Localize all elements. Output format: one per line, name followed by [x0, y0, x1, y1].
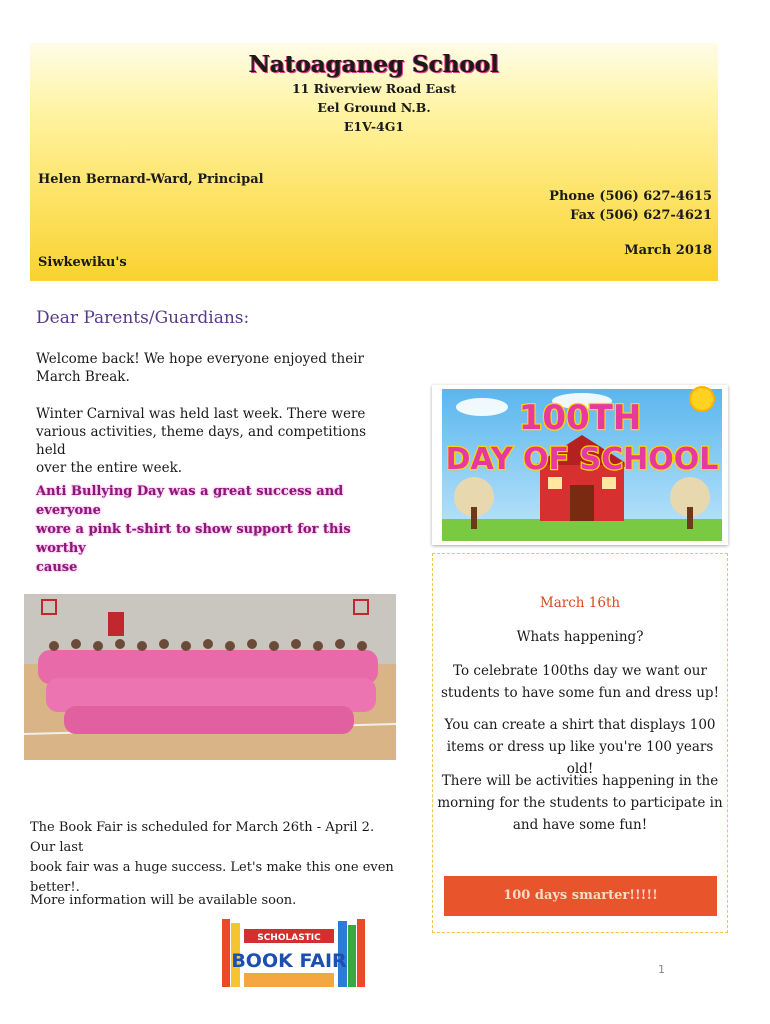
- scholastic-label: SCHOLASTIC: [257, 933, 321, 943]
- address-line-3: E1V-4G1: [343, 119, 405, 134]
- student-head: [269, 641, 279, 651]
- event-text: You can create a shirt that displays 100: [444, 717, 716, 733]
- 100-days-smarter-banner: 100 days smarter!!!!!: [444, 876, 717, 916]
- school-door: [570, 485, 594, 521]
- book-spine: [348, 925, 356, 987]
- book-fair-paragraph: [30, 818, 400, 898]
- student-head: [225, 641, 235, 651]
- book-fair-logo: [218, 917, 368, 989]
- wall-banner: [108, 612, 124, 636]
- bullying-line: cause: [36, 560, 78, 575]
- student-head: [203, 639, 213, 649]
- cloud: [456, 398, 508, 416]
- school-window: [548, 477, 562, 489]
- student-head: [49, 641, 59, 651]
- anti-bullying-paragraph: [36, 482, 381, 577]
- event-text: morning for the students to participate in: [437, 795, 723, 811]
- welcome-line: March Break.: [36, 369, 130, 385]
- group-photo: [24, 594, 396, 760]
- phone-number: Phone (506) 627-4615: [549, 189, 712, 204]
- fax-number: Fax (506) 627-4621: [570, 208, 712, 223]
- student-head: [291, 639, 301, 649]
- grass: [442, 519, 722, 541]
- school-name: Natoaganeg School: [249, 51, 499, 78]
- event-text: To celebrate 100ths day we want our: [453, 663, 707, 679]
- student-head: [247, 639, 257, 649]
- carnival-line: Winter Carnival was held last week. There were: [36, 406, 366, 422]
- tree-trunk: [687, 507, 693, 529]
- siwkewiku-label: Siwkewiku's: [38, 255, 127, 270]
- bullying-line: wore a pink t-shirt to show support for this worthy: [36, 522, 351, 556]
- carnival-line: various activities, theme days, and competitions held: [36, 424, 367, 458]
- event-text: and have some fun!: [512, 817, 648, 833]
- event-heading: Whats happening?: [516, 629, 644, 645]
- group-photo-illustration: [24, 594, 396, 760]
- more-info-text: More information will be available soon.: [30, 893, 297, 908]
- event-text: There will be activities happening in the: [441, 773, 719, 789]
- carnival-paragraph: [36, 405, 381, 477]
- bullying-line: Anti Bullying Day was a great success and everyone: [36, 484, 344, 518]
- poster-title-line2: DAY OF SCHOOL: [445, 442, 719, 477]
- student-head: [137, 641, 147, 651]
- school-window: [602, 477, 616, 489]
- event-text: students to have some fun and dress up!: [441, 685, 719, 701]
- welcome-paragraph: [36, 350, 381, 386]
- students-group: [38, 639, 378, 734]
- letterhead: [30, 43, 718, 281]
- student-head: [335, 639, 345, 649]
- student-head: [93, 641, 103, 651]
- event-text: items or dress up like you're 100 years old!: [446, 739, 714, 777]
- address-line-1: 11 Riverview Road East: [291, 81, 457, 96]
- address-line-2: Eel Ground N.B.: [317, 100, 431, 115]
- student-head: [159, 639, 169, 649]
- welcome-line: Welcome back! We hope everyone enjoyed their: [36, 351, 365, 367]
- book-fair-line: book fair was a huge success. Let's make this one even: [30, 860, 394, 875]
- event-date: March 16th: [539, 595, 621, 611]
- carnival-line: over the entire week.: [36, 460, 183, 476]
- student-head: [115, 639, 125, 649]
- student-head: [71, 639, 81, 649]
- 100th-day-poster: [432, 385, 728, 545]
- student-head: [313, 641, 323, 651]
- tree-trunk: [471, 507, 477, 529]
- sun-icon: [690, 387, 714, 411]
- book-fair-title: BOOK FAIR: [231, 950, 347, 972]
- greeting: Dear Parents/Guardians:: [36, 308, 250, 328]
- book-fair-line: The Book Fair is scheduled for March 26th - April 2. Our last: [30, 820, 375, 855]
- student-head: [181, 641, 191, 651]
- book-spine: [357, 919, 365, 987]
- student-head: [357, 641, 367, 651]
- poster-title-line1: 100TH: [518, 398, 642, 438]
- students-front-row: [64, 706, 354, 734]
- newsletter-date: March 2018: [624, 243, 712, 258]
- book-spine: [222, 919, 230, 987]
- page-number: 1: [658, 963, 665, 976]
- book-fair-line: better!.: [30, 880, 80, 895]
- principal-name: Helen Bernard-Ward, Principal: [38, 172, 264, 187]
- books-row: [244, 973, 334, 987]
